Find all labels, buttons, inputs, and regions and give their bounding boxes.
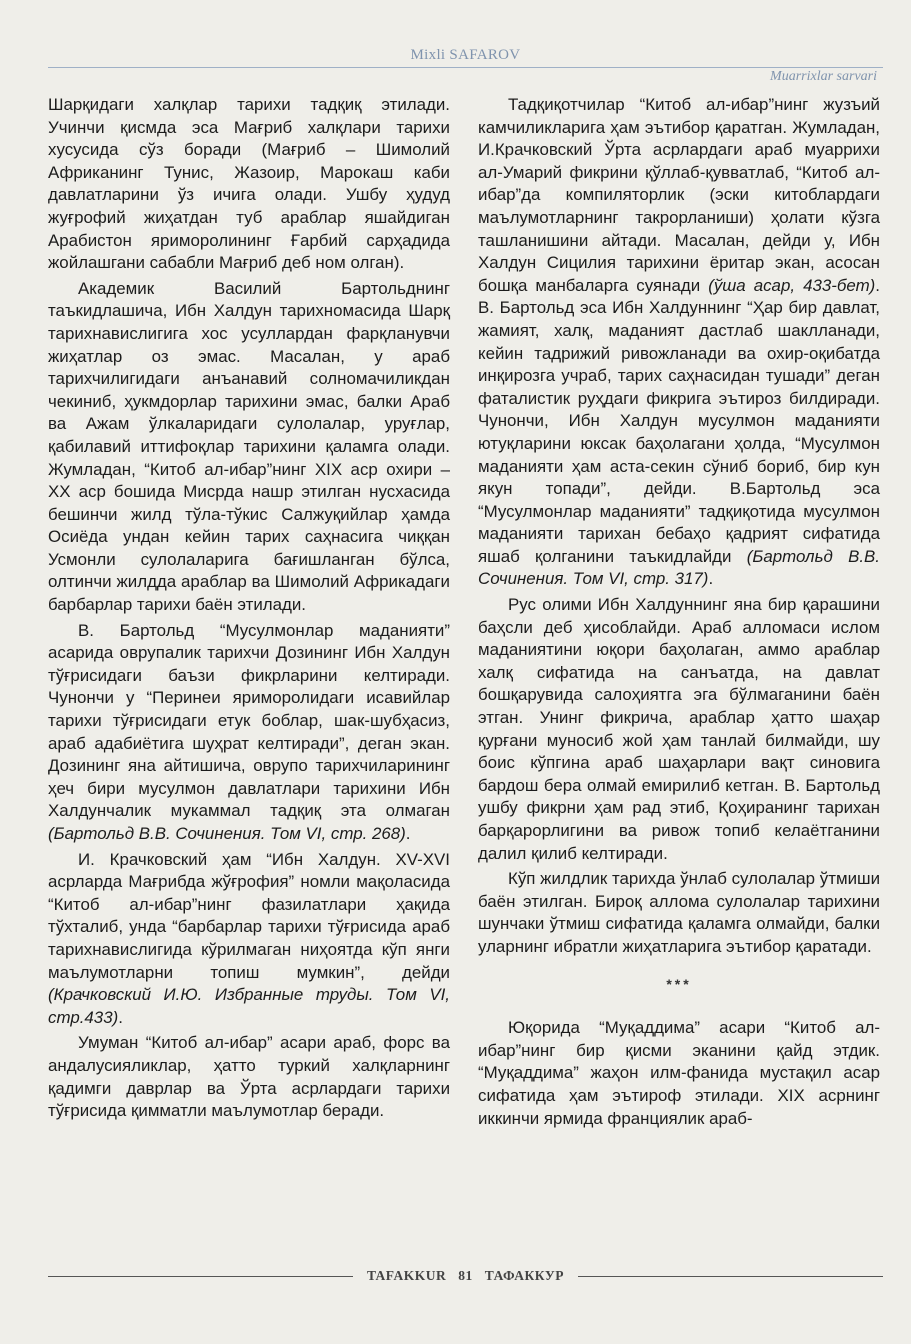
citation: (Бартольд В.В. Сочинения. Том VI, стр. 268) — [48, 824, 406, 843]
header-author: Mixli SAFAROV — [410, 47, 521, 63]
paragraph: Шарқидаги халқлар тарихи тадқиқ этилади. Учинчи қисмда эса Мағриб халқлари тарихи хусусида сўз боради (Мағриб – Шимолий Африканинг Тунис, Жазоир, Марокаш каби давлатларини ўз ичига олади. Ушбу ҳудуд жуғрофий жиҳатдан туб араблар яшайдиган Арабистон яриморолининг Ғарбий сарҳадида жойлашгани сабабли Мағриб деб ном олган). — [48, 95, 450, 273]
paragraph: Кўп жилдлик тарихда ўнлаб сулолалар ўтмиши баён этилган. Бироқ аллома сулолалар тарихини шунчаки ўтмиш сифатида қаламга олмайди, балки уларнинг ибратли жиҳатларига эътибор қаратади. — [478, 869, 880, 956]
paragraph: Юқорида “Муқаддима” асари “Китоб ал-ибар”нинг бир қисми эканини қайд этдик. “Муқаддима” жаҳон илм-фанида мустақил асар сифатида ҳам эътироф этилади. XIX асрнинг иккинчи ярмида франциялик араб- — [478, 1018, 880, 1128]
paragraph-text: В. Бартольд “Мусулмонлар маданияти” асарида оврупалик тарихчи Дозининг Ибн Халдун тўғрисидаги баъзи фикрларини келтиради. Чунончи у “Перинеи яриморолидаги исавийлар тарихи тўғрисидаги етук боблар, шак-шубҳасиз, араб адабиётига шуҳрат келтиради”, деган экан. Дозининг яна айтишича, оврупо тарихчиларининг ҳеч бири мусулмон давлатлари тарихини Ибн Халдунчалик мукаммал тадқиқ эта олмаган — [48, 620, 450, 821]
paragraph: И. Крачковский ҳам “Ибн Халдун. XV-XVI асрларда Мағрибда жўғрофия” номли мақоласида “Китоб ал-ибар”нинг фазилатлари ҳақида тўхталиб, унда “барбарлар тарихи тўғрисида араб тарихнавислигида кўрилмаган ниҳоятда кўп янги маълумотларни топиш мумкин”, дейди (Крачковский И.Ю. Избранные труды. Том VI, стр.433). — [48, 849, 450, 1027]
paragraph-text: Тадқиқотчилар “Китоб ал-ибар”нинг жузъий камчиликларига ҳам эътибор қаратган. Жумладан, И.Крачковский Ўрта асрлардаги араб муаррихи ал-Умарий фикрини қўллаб-қувватлаб, “Китоб ал-ибар”да компиляторлик (эски китоблардаги маълумотларнинг такрорланиши) ҳолати кўзга ташланишини айтади. Масалан, дейди у, Ибн Халдун Сицилия тарихини ёритар экан, асосан бошқа манбаларга суянади — [478, 95, 880, 295]
citation: (Крачковский И.Ю. Избранные труды. Том VI, стр.433) — [48, 985, 450, 1027]
paragraph-text: . В. Бартольд эса Ибн Халдуннинг “Ҳар бир давлат, жамият, халқ, маданият дастлаб шаклланади, кейин тадрижий ривожланади ва охир-оқибатда инқирозга учраб, тарих саҳнасидан тушади” деган фаталистик руҳдаги фикрига эътироз билдиради. Чунончи, Ибн Халдун мусулмон маданияти ютуқларини юксак баҳолагани ҳолда, “Мусулмон маданияти ҳам аста-секин сўниб бориб, бир кун якун топади”, дейди. В.Бартольд эса “Мусулмонлар маданияти” тадқиқотида мусулмон маданияти тарихан бебаҳо қадрият сифатида яшаб қолганини таъкидлайди — [478, 275, 880, 566]
footer-journal-cyrillic: ТАФАККУР — [484, 1268, 564, 1283]
footer-label — [353, 1268, 578, 1284]
page-number: 81 — [458, 1268, 473, 1283]
citation: (Бартольд В.В. Сочинения. Том VI, стр. 317) — [478, 546, 880, 589]
left-column — [48, 94, 450, 1123]
paragraph: Рус олими Ибн Халдуннинг яна бир қарашини баҳсли деб ҳисоблайди. Араб алломаси ислом маданиятини юқори баҳолаган, аммо араблар халқ сифатида на санъатда, на давлат бошқарувида салоҳиятга эга бўлмаганини баён этган. Унинг фикрича, араблар ҳатто шаҳар қурғани муносиб жой ҳам танлай билмайди, шу боис кўпгина араб шаҳарлари вақт синовига бардош бера олмай емирилиб кетган. В. Бартольд ушбу фикрни ҳам рад этиб, Қоҳиранинг тарихан барқарорлигини ва ривож топиб келаётганини далил қилиб келтиради. — [478, 595, 880, 863]
paragraph: Умуман “Китоб ал-ибар” асари араб, форс ва андалусияликлар, ҳатто туркий халқларнинг қадимги даврлар ва Ўрта асрлардаги тарихи тўғрисида қимматли маълумотлар беради. — [48, 1033, 450, 1121]
paragraph-text: И. Крачковский ҳам “Ибн Халдун. XV-XVI асрларда Мағрибда жўғрофия” номли мақоласида “Китоб ал-ибар”нинг фазилатлари ҳақида тўхталиб, унда “барбарлар тарихи тўғрисида араб тарихнавислигида кўрилмаган ниҳоятда кўп янги маълумотларни топиш мумкин”, дейди — [48, 849, 450, 982]
paragraph: В. Бартольд “Мусулмонлар маданияти” асарида оврупалик тарихчи Дозининг Ибн Халдун тўғрисидаги баъзи фикрларини келтиради. Чунончи у “Перинеи яриморолидаги исавийлар тарихи тўғрисидаги етук боблар, шак-шубҳасиз, араб адабиётига шуҳрат келтиради”, деган экан. Дозининг яна айтишича, оврупо тарихчиларининг ҳеч бири мусулмон давлатлари тарихини Ибн Халдунчалик мукаммал тадқиқ эта олмаган (Бартольд В.В. Сочинения. Том VI, стр. 268). — [48, 620, 450, 843]
section-separator: *** — [666, 975, 692, 992]
running-header — [48, 45, 883, 86]
header-subtitle: Muarrixlar sarvari — [770, 69, 877, 84]
right-column — [478, 94, 880, 1130]
paragraph: Академик Василий Бартольднинг таъкидлашича, Ибн Халдун тарихномасида Шарқ тарихнавислигига хос усуллардан фарқланувчи жиҳатлар оз эмас. Масалан, у араб тарихчилигидаги анъанавий солномачиликдан чекиниб, ҳукмдорлар тарихини эмас, балки Араб ва Ажам ўлкаларидаги сулолалар, уруғлар, қабилавий иттифоқлар тарихини қаламга олади. Жумладан, “Китоб ал-ибар”нинг XIX аср охири – XX аср бошида Мисрда нашр этилган нусхасида бешинчи жилд тўла-тўкис Салжуқийлар ҳамда Осиёда ундан кейин тарих саҳнасига чиққан Усмонли сулолаларига бағишланган бўлса, олтинчи жилдда араблар ва Шимолий Африкадаги барбарлар тарихи баён этилади. — [48, 278, 450, 615]
citation: (ўша асар, 433-бет) — [708, 275, 876, 295]
paragraph: Тадқиқотчилар “Китоб ал-ибар”нинг жузъий камчиликларига ҳам эътибор қаратган. Жумладан, И.Крачковский Ўрта асрлардаги араб муаррихи ал-Умарий фикрини қўллаб-қувватлаб, “Китоб ал-ибар”да компиляторлик (эски китоблардаги маълумотларнинг такрорланиши) ҳолати кўзга ташланишини айтади. Масалан, дейди у, Ибн Халдун Сицилия тарихини ёритар экан, асосан бошқа манбаларга суянади (ўша асар, 433-бет). В. Бартольд эса Ибн Халдуннинг “Ҳар бир давлат, жамият, халқ, маданият дастлаб шаклланади, кейин тадрижий ривожланади ва охир-оқибатда инқирозга учраб, тарих саҳнасидан тушади” деган фаталистик руҳдаги фикрига эътироз билдиради. Чунончи, Ибн Халдун мусулмон маданияти ютуқларини юксак баҳолагани ҳолда, “Мусулмон маданияти ҳам аста-секин сўниб бориб, бир кун якун топади”, дейди. В.Бартольд эса “Мусулмонлар маданияти” тадқиқотида мусулмон маданияти тарихан бебаҳо қадрият сифатида яшаб қолганини таъкидлайди (Бартольд В.В. Сочинения. Том VI, стр. 317). — [478, 95, 880, 589]
footer-rule-right — [578, 1276, 883, 1277]
page-footer — [48, 1268, 883, 1284]
footer-journal-latin: TAFAKKUR — [367, 1268, 447, 1283]
footer-rule-left — [48, 1276, 353, 1277]
